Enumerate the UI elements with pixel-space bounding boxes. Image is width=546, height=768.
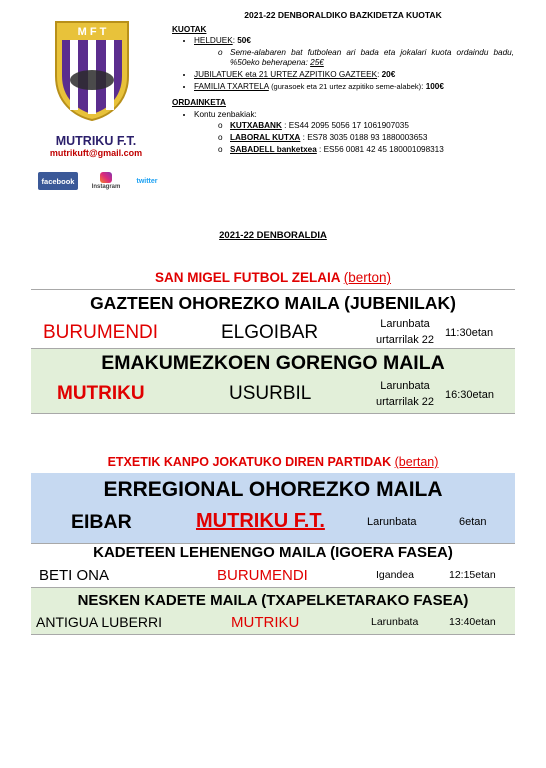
svg-text:M F T: M F T xyxy=(77,26,107,38)
match-day: Larunbata xyxy=(367,516,417,528)
account-laboral: o LABORAL KUTXA : ES78 3035 0188 93 1880003653 xyxy=(230,133,514,144)
club-crest-logo xyxy=(52,18,132,122)
away-team: MUTRIKU F.T. xyxy=(196,510,325,532)
match-time: 13:40etan xyxy=(449,616,496,628)
home-venue-title: SAN MIGEL FUTBOL ZELAIA (berton) xyxy=(154,270,392,285)
match-day: Larunbata xyxy=(380,318,430,330)
match-time: 12:15etan xyxy=(449,569,496,581)
home-team: MUTRIKU xyxy=(57,383,145,404)
home-team: BETI ONA xyxy=(39,567,110,584)
instagram-icon[interactable] xyxy=(90,172,122,190)
home-venue-link[interactable]: (berton) xyxy=(343,270,392,285)
league-title: GAZTEEN OHOREZKO MAILA (JUBENILAK) xyxy=(90,293,456,313)
league-title: NESKEN KADETE MAILA (TXAPELKETARAKO FASEA) xyxy=(77,592,469,609)
home-team: ANTIGUA LUBERRI xyxy=(36,614,163,630)
club-email[interactable]: mutrikuft@gmail.com xyxy=(49,148,143,158)
match-date: urtarrilak 22 xyxy=(375,334,435,346)
match-row xyxy=(31,612,515,634)
league-title: EMAKUMEZKOEN GORENGO MAILA xyxy=(101,352,445,374)
account-sabadell: o SABADELL banketxea : ES56 0081 42 45 180001098313 xyxy=(230,145,514,156)
away-venue-title: ETXETIK KANPO JOKATUKO DIREN PARTIDAK (bertan) xyxy=(107,455,439,469)
away-team: BURUMENDI xyxy=(217,567,308,584)
ordainketa-label: ORDAINKETA xyxy=(172,98,226,108)
club-name: MUTRIKU F.T. xyxy=(55,134,137,148)
match-date: urtarrilak 22 xyxy=(375,396,435,408)
league-title: ERREGIONAL OHOREZKO MAILA xyxy=(103,478,443,501)
fees-section xyxy=(172,10,514,156)
fee-familia: • FAMILIA TXARTELA (gurasoek eta 21 urtez azpitiko seme-alabek): 100€ xyxy=(194,82,514,93)
fee-helduek: • HELDUEK: 50€ o Seme-alabaren bat futbolean ari bada eta jokalari kuota ordaindu badu, %50eko beherapena: 25€ xyxy=(194,36,514,69)
instagram-glyph xyxy=(100,172,112,183)
season-title: 2021-22 DENBORALDIA xyxy=(219,230,327,241)
fee-jubilatuek: • JUBILATUEK eta 21 URTEZ AZPITIKO GAZTEEK: 20€ xyxy=(194,70,514,81)
match-row xyxy=(31,380,515,414)
away-venue-link[interactable]: (bertan) xyxy=(394,455,439,469)
away-team: MUTRIKU xyxy=(231,614,300,631)
twitter-icon[interactable]: twitter xyxy=(136,177,158,185)
account-kutxabank: o KUTXABANK : ES44 2095 5056 17 1061907035 xyxy=(230,121,514,132)
home-team: BURUMENDI xyxy=(43,322,159,343)
league-title: KADETEEN LEHENENGO MAILA (IGOERA FASEA) xyxy=(93,544,453,561)
match-row xyxy=(31,508,515,540)
fees-list xyxy=(172,36,514,92)
away-team: ELGOIBAR xyxy=(221,322,319,343)
match-day: Larunbata xyxy=(380,380,430,392)
payment-list xyxy=(172,110,514,155)
match-day: Igandea xyxy=(376,569,414,581)
facebook-icon[interactable]: facebook xyxy=(38,172,78,190)
kontu-label: • Kontu zenbakiak: o KUTXABANK : ES44 2095 5056 17 1061907035 o LABORAL KUTXA : ES78 3035 0188 93 1880003653 o SABADELL banketxea : ES56 0081 42 45 180001098313 xyxy=(194,110,514,155)
match-time: 6etan xyxy=(459,516,487,528)
away-team: USURBIL xyxy=(229,383,312,404)
match-time: 11:30etan xyxy=(445,327,494,339)
kuotak-label: KUOTAK xyxy=(172,24,207,34)
match-row xyxy=(31,564,515,588)
fee-helduek-note: o Seme-alabaren bat futbolean ari bada eta jokalari kuota ordaindu badu, %50eko beherapena: 25€ xyxy=(230,48,514,69)
fees-heading: 2021-22 DENBORALDIKO BAZKIDETZA KUOTAK xyxy=(244,10,442,20)
home-team: EIBAR xyxy=(71,511,132,533)
match-day: Larunbata xyxy=(371,616,419,628)
match-time: 16:30etan xyxy=(445,389,494,401)
instagram-label: Instagram xyxy=(91,184,121,190)
